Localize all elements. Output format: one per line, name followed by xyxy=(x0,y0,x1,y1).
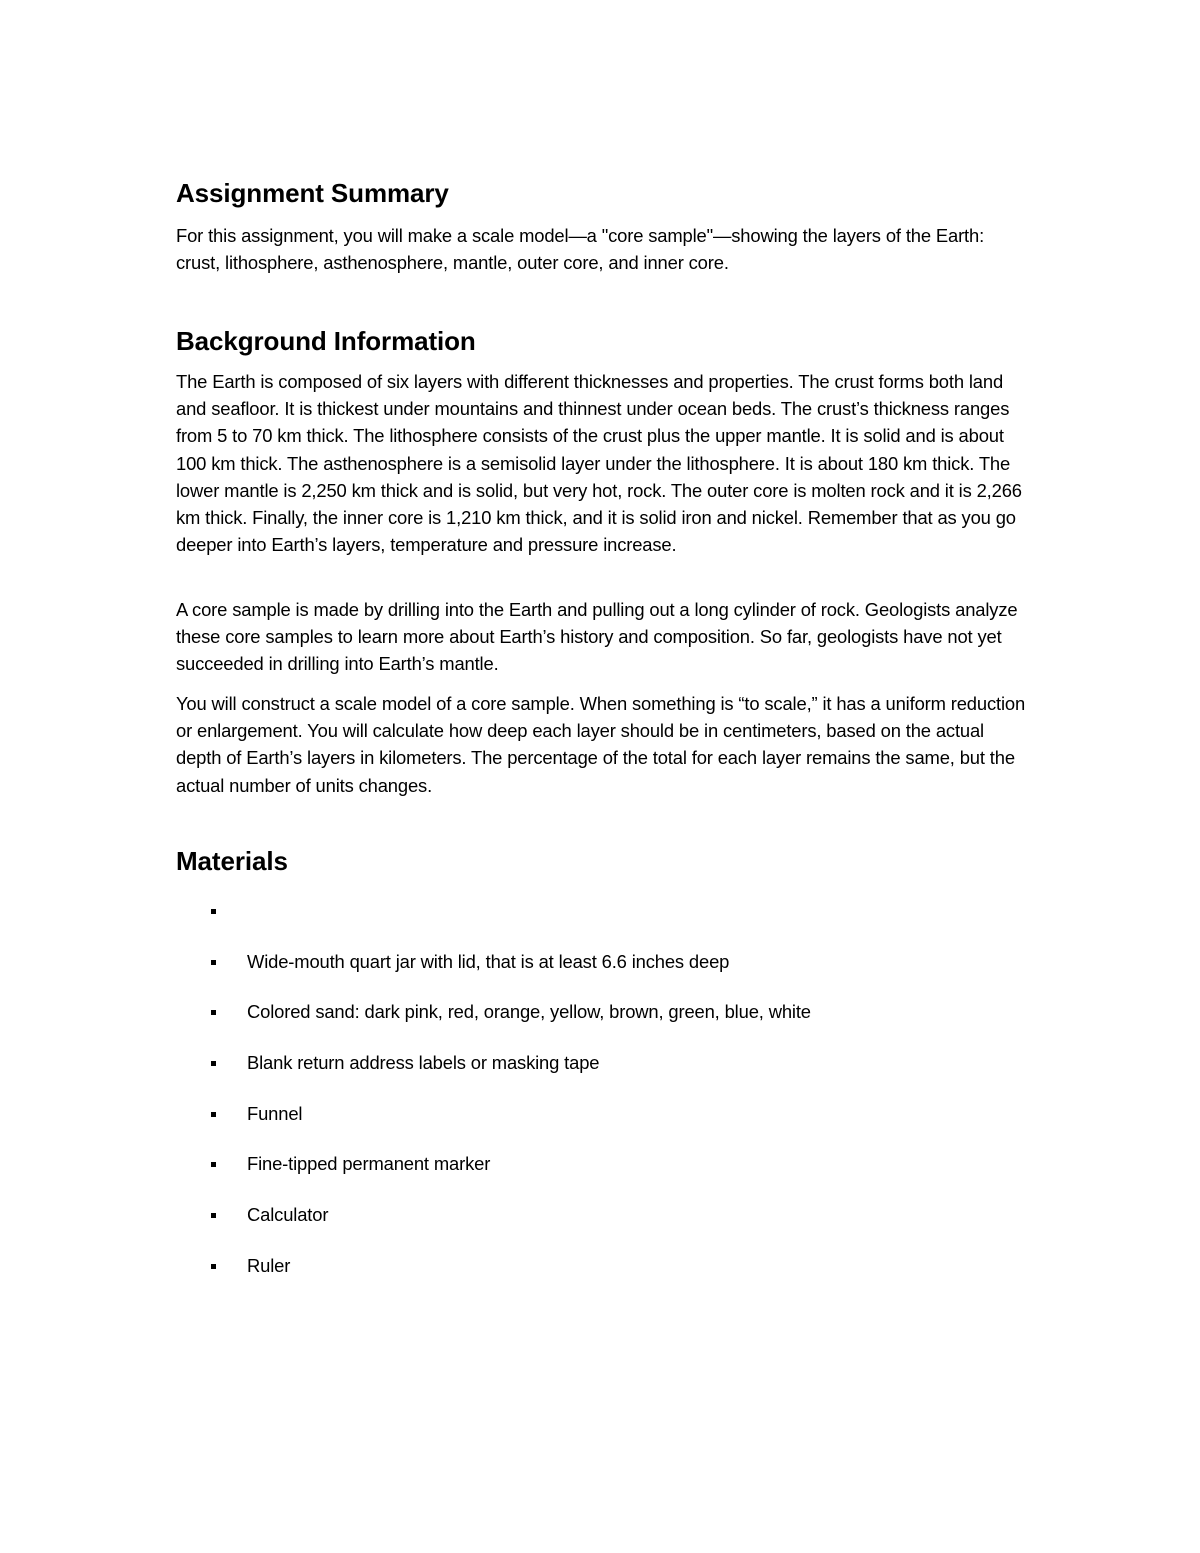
bullet-square-icon xyxy=(211,1010,216,1015)
materials-item-text: Colored sand: dark pink, red, orange, yellow, brown, green, blue, white xyxy=(247,1001,811,1023)
materials-item-text: Ruler xyxy=(247,1254,291,1276)
materials-item-text: Calculator xyxy=(247,1204,329,1226)
background-paragraph-layers: The Earth is composed of six layers with different thicknesses and properties. The crust forms both land and seafloor. It is thickest under mountains and thinnest under ocean beds. The crust’s thickness ranges from 5 to 70 km thick. The lithosphere consists of the crust plus the upper mantle. It is solid and is about 100 km thick. The asthenosphere is a semisolid layer under the lithosphere. It is about 180 km thick. The lower mantle is 2,250 km thick and is solid, but very hot, rock. The outer core is molten rock and it is 2,266 km thick. Finally, the inner core is 1,210 km thick, and it is solid iron and nickel. Remember that as you go deeper into Earth’s layers, temperature and pressure increase. xyxy=(176,371,1022,556)
bullet-square-icon xyxy=(211,1162,216,1167)
assignment-summary-text: For this assignment, you will make a scale model—a "core sample"—showing the layers of the Earth: crust, lithosphere, asthenosphere, mantle, outer core, and inner core. xyxy=(176,225,985,274)
assignment-summary-heading: Assignment Summary xyxy=(176,178,449,208)
materials-item-text: Blank return address labels or masking tape xyxy=(247,1052,600,1074)
materials-item-text: Wide-mouth quart jar with lid, that is at least 6.6 inches deep xyxy=(247,950,730,972)
bullet-square-icon xyxy=(211,960,216,965)
bullet-square-icon xyxy=(211,1213,216,1218)
materials-item-text: Fine-tipped permanent marker xyxy=(247,1153,491,1175)
bullet-square-icon xyxy=(211,1112,216,1117)
background-paragraph-scale-model: You will construct a scale model of a core sample. When something is “to scale,” it has a uniform reduction or enlargement. You will calculate how deep each layer should be in centimeters, based on the actual depth of Earth’s layers in kilometers. The percentage of the total for each layer remains the same, but the actual number of units changes. xyxy=(176,693,1026,796)
background-paragraph-core-sample: A core sample is made by drilling into the Earth and pulling out a long cylinder of rock. Geologists analyze these core samples to learn more about Earth’s history and composition. So far, geologists have not yet succeeded in drilling into Earth’s mantle. xyxy=(176,599,1018,675)
materials-heading: Materials xyxy=(176,846,288,876)
bullet-square-icon xyxy=(211,1061,216,1066)
bullet-square-icon xyxy=(211,1264,216,1269)
materials-item-text: Funnel xyxy=(247,1102,303,1124)
background-information-heading: Background Information xyxy=(176,326,476,356)
bullet-square-icon xyxy=(211,909,216,914)
